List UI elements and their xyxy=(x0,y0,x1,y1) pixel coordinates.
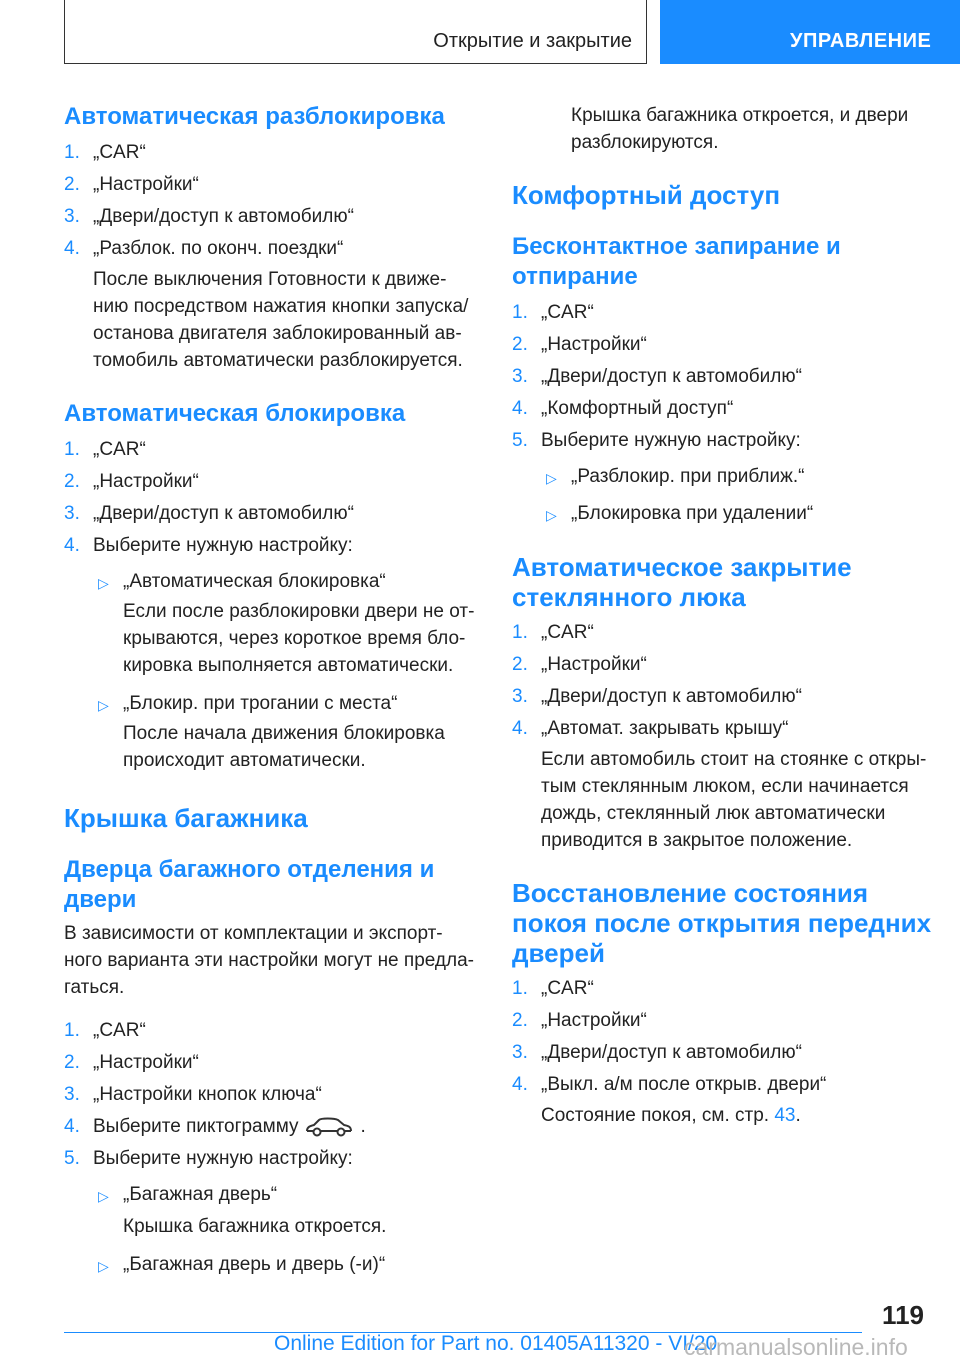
list-item: 1. „CAR“ xyxy=(64,439,146,460)
triangle-right-icon: ▷ xyxy=(98,697,109,713)
sub-item: ▷ „Автоматическая блокировка“ xyxy=(64,569,479,594)
heading-sunroof: Автоматическое закрытие стеклянного люка xyxy=(512,552,852,612)
triangle-right-icon: ▷ xyxy=(98,1188,109,1204)
auto-unlock-note: После выключения Готовности к движе- нию посредством нажатия кнопки запуска/ останова двигателя заблокированный ав- томобиль автоматически разблокируется. xyxy=(93,269,469,371)
heading-comfort-access: Комфортный доступ xyxy=(512,180,781,210)
header-chapter-box xyxy=(660,0,960,64)
list-item: 1. „CAR“ xyxy=(64,1020,146,1041)
heading-rest-state: Восстановление состояния покоя после открытия передних дверей xyxy=(512,878,932,968)
list-item: 2. „Настройки“ xyxy=(512,1010,647,1031)
list-item: 3. „Настройки кнопок ключа“ xyxy=(64,1084,322,1105)
rest-note: Состояние покоя, см. стр. 43. xyxy=(541,1105,801,1126)
header-section-title: Открытие и закрытие xyxy=(433,30,632,52)
heading-trunk: Крышка багажника xyxy=(64,803,308,833)
subheading-keyless: Бесконтактное запирание и отпирание xyxy=(512,233,841,290)
sub-item-note: После начала движения блокировка происходит автоматически. xyxy=(123,723,445,771)
list-item: 1. „CAR“ xyxy=(512,978,594,999)
list-item: 4. Выберите нужную настройку: xyxy=(64,535,353,556)
list-item: 3. „Двери/доступ к автомобилю“ xyxy=(512,366,802,387)
sub-item: ▷ „Блокировка при удалении“ xyxy=(512,501,932,526)
list-item: 1. „CAR“ xyxy=(64,142,146,163)
list-item: 2. „Настройки“ xyxy=(64,471,199,492)
list-item: 2. „Настройки“ xyxy=(64,1052,199,1073)
triangle-right-icon: ▷ xyxy=(546,507,557,523)
triangle-right-icon: ▷ xyxy=(546,470,557,486)
sunroof-note: Если автомобиль стоит на стоянке с откры- тым стеклянным люком, если начинается дождь, стеклянный люк автоматически приводится в закрытое положение. xyxy=(541,749,927,851)
list-item: 4. „Автомат. закрывать крышу“ xyxy=(512,718,789,739)
list-item: 4. Выберите пиктограмму . xyxy=(64,1116,366,1137)
list-item: 3. „Двери/доступ к автомобилю“ xyxy=(512,686,802,707)
sub-item-note: Крышка багажника откроется. xyxy=(123,1216,387,1237)
sub-item: ▷ „Разблокир. при приближ.“ xyxy=(512,464,932,489)
footer-edition: Online Edition for Part no. 01405A11320 - VI/20 xyxy=(274,1332,718,1355)
list-item: 4. „Выкл. а/м после открыв. двери“ xyxy=(512,1074,827,1095)
trunk-intro: В зависимости от комплектации и экспорт- ного варианта эти настройки могут не предла- гаться. xyxy=(64,923,474,998)
list-item: 2. „Настройки“ xyxy=(64,174,199,195)
list-item: 3. „Двери/доступ к автомобилю“ xyxy=(64,206,354,227)
triangle-right-icon: ▷ xyxy=(98,575,109,591)
page-number: 119 xyxy=(882,1300,924,1330)
list-item: 4. „Комфортный доступ“ xyxy=(512,398,734,419)
list-item: 1. „CAR“ xyxy=(512,622,594,643)
subheading-trunk-doors: Дверца багажного отделения и двери xyxy=(64,856,435,913)
list-item: 1. „CAR“ xyxy=(512,302,594,323)
header-chapter-title: УПРАВЛЕНИЕ xyxy=(790,30,932,52)
list-item: 4. „Разблок. по оконч. поездки“ xyxy=(64,238,344,259)
list-item: 2. „Настройки“ xyxy=(512,334,647,355)
continued-note: Крышка багажника откроется, и двери разблокируются. xyxy=(571,105,909,153)
sub-item: ▷ „Багажная дверь“ xyxy=(64,1182,479,1207)
sub-item-note: Если после разблокировки двери не от- крываются, через короткое время бло- кировка выполняется автоматически. xyxy=(123,601,475,676)
sub-item: ▷ „Багажная дверь и дверь (-и)“ xyxy=(64,1252,479,1277)
heading-auto-lock: Автоматическая блокировка xyxy=(64,400,406,427)
left-column xyxy=(64,102,479,1277)
list-item: 3. „Двери/доступ к автомобилю“ xyxy=(64,503,354,524)
page-link[interactable]: 43 xyxy=(774,1105,796,1126)
sub-item: ▷ „Блокир. при трогании с места“ xyxy=(64,691,479,716)
header-section-box xyxy=(64,0,647,64)
watermark: carmanualsonline.info xyxy=(684,1334,908,1360)
list-item: 3. „Двери/доступ к автомобилю“ xyxy=(512,1042,802,1063)
list-item: 2. „Настройки“ xyxy=(512,654,647,675)
list-item: 5. Выберите нужную настройку: xyxy=(64,1148,353,1169)
right-column xyxy=(512,102,932,1129)
triangle-right-icon: ▷ xyxy=(98,1258,109,1274)
heading-auto-unlock: Автоматическая разблокировка xyxy=(64,103,445,130)
list-item: 5. Выберите нужную настройку: xyxy=(512,430,801,451)
car-icon xyxy=(304,1116,354,1138)
